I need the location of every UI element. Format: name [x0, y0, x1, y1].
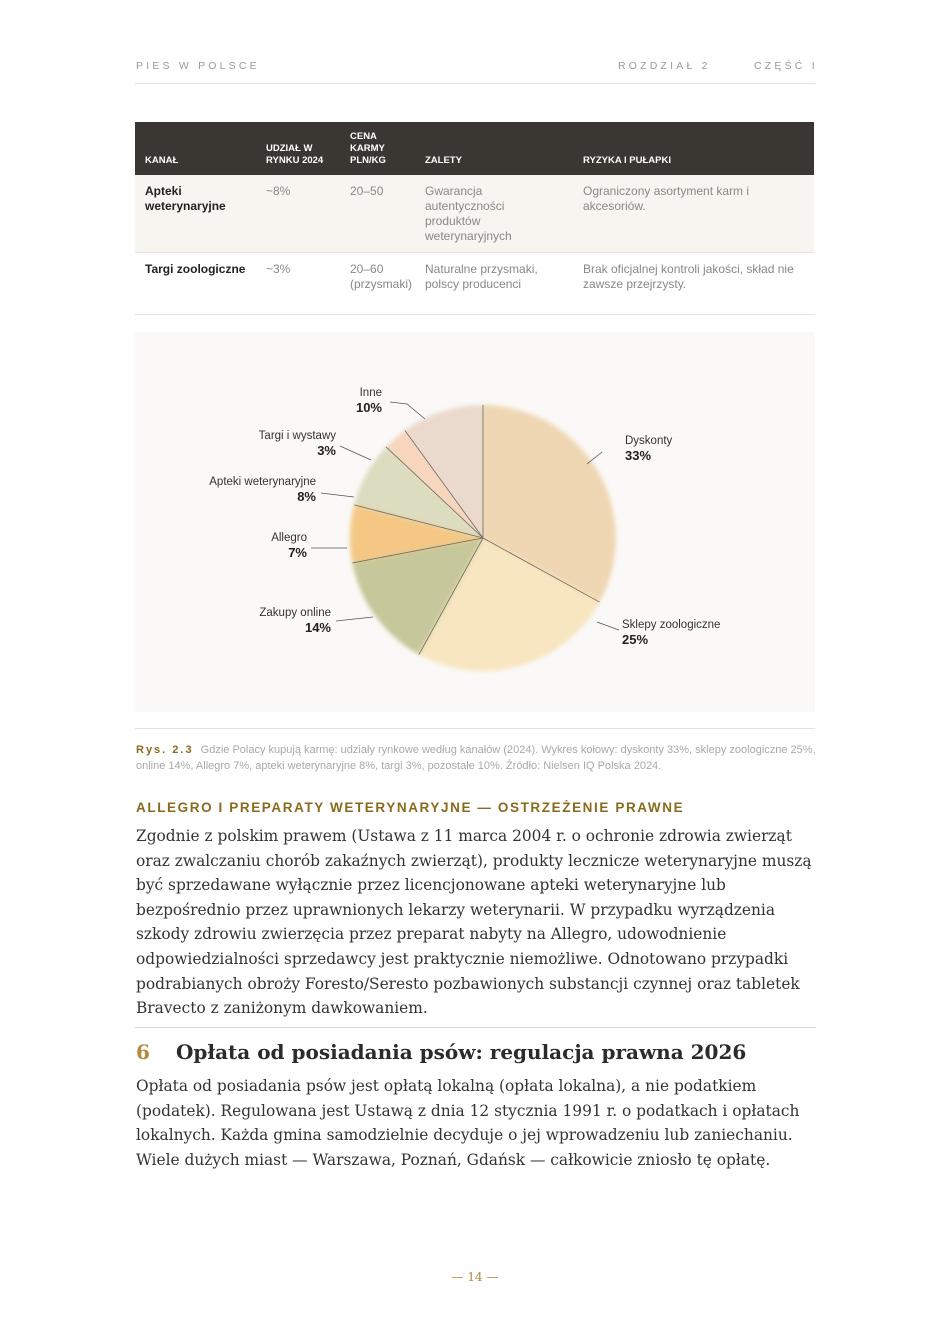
leader-line — [336, 617, 373, 621]
table-row — [135, 253, 814, 315]
slice-value-label: 3% — [317, 443, 336, 458]
slice-label: Apteki weterynaryjne — [209, 476, 316, 488]
leader-line — [597, 622, 619, 630]
slice-value-label: 10% — [355, 400, 382, 415]
slice-label: Zakupy online — [259, 607, 331, 619]
slice-label: Dyskonty — [625, 435, 673, 447]
table-cell: 20–60 (przysmaki) — [340, 253, 415, 315]
running-header-part: CZĘŚĆ I — [754, 60, 818, 72]
table-cell: Gwarancja autentyczności produktów weterynaryjnych — [415, 175, 573, 253]
running-header-chapter: ROZDZIAŁ 2 — [618, 60, 711, 72]
running-header-title: PIES W POLSCE — [136, 60, 260, 72]
page-number: — 14 — — [451, 1270, 499, 1284]
table-cell: Naturalne przysmaki, polscy producenci — [415, 253, 573, 315]
warning-heading: ALLEGRO I PREPARATY WETERYNARYJNE — OSTRZEŻENIE PRAWNE — [136, 800, 685, 815]
slice-value-label: 8% — [297, 489, 316, 504]
table-cell: ~8% — [256, 175, 340, 253]
table-cell: 20–50 — [340, 175, 415, 253]
table-header-row — [135, 122, 814, 175]
slice-value-label: 25% — [622, 632, 649, 647]
section-number: 6 — [136, 1040, 150, 1064]
figure-caption-text: Gdzie Polacy kupują karmę: udziały rynkowe według kanałów (2024). Wykres kołowy: dyskonty 33%, sklepy zoologiczne 25%, online 14%, Allegro 7%, apteki weterynaryjne 8%, targi 3%, pozostałe 10%. Źródło: Nielsen IQ Polska 2024. — [136, 744, 816, 772]
column-header: KANAŁ — [135, 122, 256, 175]
channel-share-pie-chart — [135, 332, 815, 712]
column-header: UDZIAŁ W RYNKU 2024 — [256, 122, 340, 175]
slice-value-label: 33% — [625, 448, 652, 463]
sales-channels-table — [135, 122, 814, 315]
table-row — [135, 175, 814, 253]
leader-line — [340, 446, 371, 460]
slice-value-label: 7% — [288, 545, 307, 560]
column-header: CENA KARMY PLN/KG — [340, 122, 415, 175]
chart-rule — [135, 728, 815, 729]
section-paragraph: Opłata od posiadania psów jest opłatą lokalną (opłata lokalna), a nie podatkiem (podatek). Regulowana jest Ustawą z dnia 12 stycznia 1991 r. o podatkach i opłatach lokalnych. Każda gmina samodzielnie decyduje o jej wprowadzeniu lub zaniechaniu. Wiele dużych miast — Warszawa, Poznań, Gdańsk — całkowicie zniosło tę opłatę. — [136, 1077, 800, 1169]
section-divider — [135, 1027, 816, 1028]
slice-value-label: 14% — [304, 620, 331, 635]
header-rule — [135, 83, 815, 84]
table-cell: Ograniczony asortyment karm i akcesoriów. — [573, 175, 814, 253]
column-header: ZALETY — [415, 122, 573, 175]
leader-line — [321, 493, 354, 497]
figure-number: Rys. 2.3 — [136, 744, 194, 756]
slice-label: Sklepy zoologiczne — [622, 619, 721, 631]
table-cell: ~3% — [256, 253, 340, 315]
table-cell: Apteki weterynaryjne — [135, 175, 256, 253]
leader-line — [587, 452, 602, 464]
slice-label: Inne — [359, 387, 382, 399]
section-title: Opłata od posiadania psów: regulacja prawna 2026 — [176, 1040, 747, 1064]
table-cell: Brak oficjalnej kontroli jakości, skład nie zawsze przejrzysty. — [573, 253, 814, 315]
slice-label: Allegro — [271, 532, 307, 544]
column-header: RYZYKA I PUŁAPKI — [573, 122, 814, 175]
slice-label: Targi i wystawy — [258, 430, 336, 442]
figure-caption — [136, 742, 816, 774]
warning-paragraph: Zgodnie z polskim prawem (Ustawa z 11 marca 2004 r. o ochronie zdrowia zwierząt oraz zwalczaniu chorób zakaźnych zwierząt), produkty lecznicze weterynaryjne muszą być sprzedawane wyłącznie przez licencjonowane apteki weterynaryjne lub bezpośrednio przez uprawnionych lekarzy weterynarii. W przypadku wyrządzenia szkody zdrowiu zwierzęcia przez preparat nabyty na Allegro, udowodnienie odpowiedzialności sprzedawcy jest praktycznie niemożliwe. Odnotowano przypadki podrabianych obroży Foresto/Seresto pozbawionych substancji czynnej oraz tabletek Bravecto z zaniżonym dawkowaniem. — [136, 827, 812, 1018]
table-cell: Targi zoologiczne — [135, 253, 256, 315]
leader-line — [390, 402, 425, 419]
